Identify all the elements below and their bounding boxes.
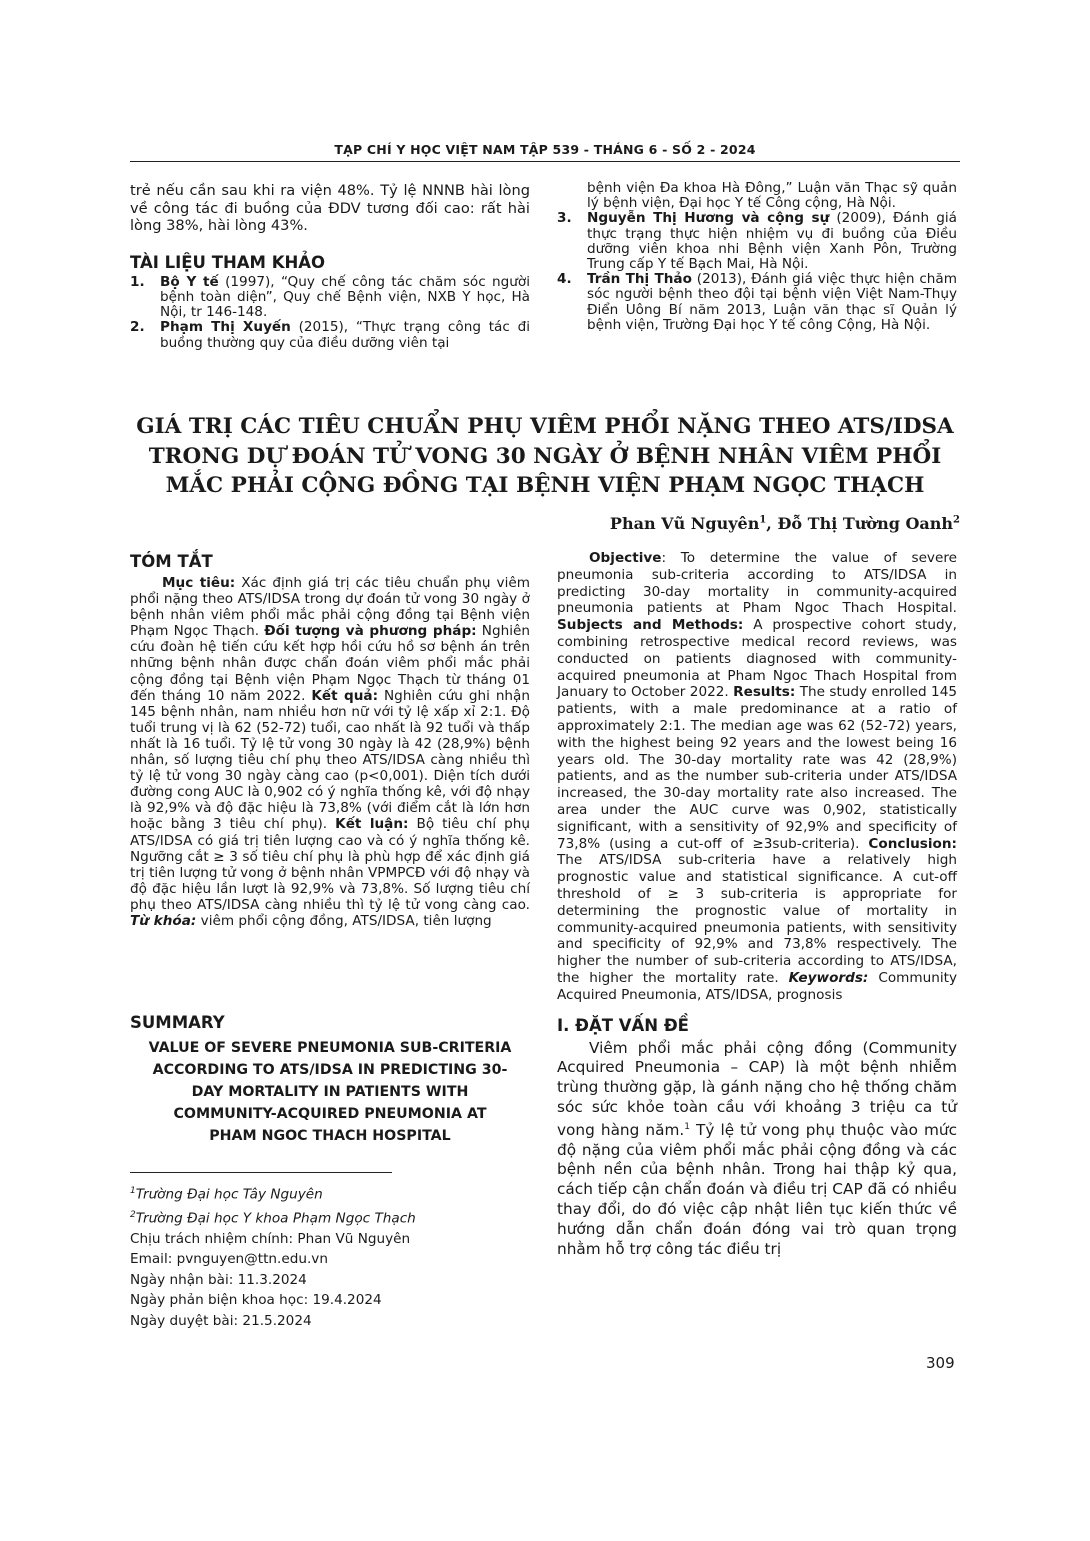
abstract-en-body — [557, 550, 957, 1004]
reference-text: bệnh viện Đa khoa Hà Đông,” Luận văn Thạc sỹ quản lý bệnh viện, Đại học Y tế Công cộng, Hà Nội. — [587, 180, 957, 212]
author-name: Phan Vũ Nguyên — [609, 514, 760, 533]
abstract-vi-heading: TÓM TẮT — [130, 552, 213, 571]
abstract-en-label-results: Results: — [733, 684, 796, 701]
reference-number: 3. — [557, 210, 572, 227]
abstract-label-keywords: Từ khóa: — [130, 912, 197, 929]
summary-title-line: PHAM NGOC THACH HOSPITAL — [209, 1128, 451, 1144]
abstract-en-label-conclusion: Conclusion: — [868, 835, 957, 852]
journal-header: TẠP CHÍ Y HỌC VIỆT NAM TẬP 539 - THÁNG 6 - SỐ 2 - 2024 — [334, 142, 756, 157]
prev-article-right-column — [557, 181, 957, 333]
abstract-en-text-keywords: Community Acquired Pneumonia, ATS/IDSA, prognosis — [557, 969, 958, 1003]
footnote-rule — [130, 1172, 392, 1173]
summary-title-line: DAY MORTALITY IN PATIENTS WITH — [191, 1084, 469, 1100]
summary-title-line: VALUE OF SEVERE PNEUMONIA SUB-CRITERIA — [148, 1040, 512, 1056]
article-title-line: MẮC PHẢI CỘNG ĐỒNG TẠI BỆNH VIỆN PHẠM NGỌC THẠCH — [165, 473, 925, 498]
abstract-text-results: Nghiên cứu ghi nhận 145 bệnh nhân, nam nhiều hơn nữ với tỷ lệ xấp xỉ 2:1. Độ tuổi trung vị là 62 (52-72) tuổi, cao nhất là 92 tuổi và thấp nhất là 16 tuổi. Tỷ lệ tử vong 30 ngày là 42 (28,9%) bệnh nhân, số lượng tiêu chí phụ theo ATS/IDSA càng nhiều thì tỷ lệ tử vong 30 ngày càng cao (p<0,001). Diện tích dưới đường cong AUC là 0,902 có ý nghĩa thống kê, với độ nhạy là 92,9% và độ đặc hiệu là 73,8% (với điểm cắt là lớn hơn hoặc bằng 3 tiêu chí phụ). — [130, 687, 530, 833]
article-title-line: GIÁ TRỊ CÁC TIÊU CHUẨN PHỤ VIÊM PHỔI NẶNG THEO ATS/IDSA — [136, 414, 954, 439]
affiliation-mark: 2 — [130, 1209, 136, 1220]
reference-item — [557, 211, 957, 272]
author-list — [610, 514, 960, 533]
corresponding-author: Chịu trách nhiệm chính: Phan Vũ Nguyên — [130, 1230, 411, 1247]
reference-number: 1. — [130, 273, 145, 290]
reference-text: (2013), Đánh giá việc thực hiện chăm sóc người bệnh theo đội tại bệnh viện Việt Nam-Thụy Điển Uông Bí năm 2013, Luận văn thạc sĩ Quản lý bệnh viện, Trường Đại học Y tế công Cộng, Hà Nội. — [587, 271, 957, 333]
reference-text: (2009), Đánh giá thực trạng thực hiện nhiệm vụ đi buồng của Điều dưỡng viên khoa nhi Bệnh viện Xanh Pôn, Trường Trung cấp Y tế Bạch Mai, Hà Nội. — [587, 210, 957, 273]
abstract-label-methods: Đối tượng và phương pháp: — [264, 623, 477, 640]
references-heading: TÀI LIỆU THAM KHẢO — [130, 252, 326, 272]
summary-block — [130, 1013, 530, 1032]
author-affiliation-mark: 2 — [953, 514, 960, 526]
affiliation-1 — [130, 1181, 416, 1205]
abstract-text-objective: Xác định giá trị các tiêu chuẩn phụ viêm phổi nặng theo ATS/IDSA trong dự đoán tử vong 30 ngày ở bệnh nhân viêm phổi mắc phải cộng đồng tại Bệnh viện Phạm Ngọc Thạch. — [130, 575, 530, 640]
reference-number: 4. — [557, 271, 572, 288]
prev-article-conclusion: trẻ nếu cần sau khi ra viện 48%. Tỷ lệ NNNB hài lòng về công tác đi buồng của ĐDV tương đối cao: rất hài lòng 38%, hài lòng 43%. — [130, 182, 530, 235]
reference-text: (2015), “Thực trạng công tác đi buồng thường quy của điều dưỡng viên tại — [160, 319, 530, 351]
affiliation-2 — [130, 1205, 416, 1229]
affiliation-text: Trường Đại học Tây Nguyên — [135, 1186, 323, 1203]
reference-author: Bộ Y tế — [160, 273, 219, 290]
abstract-vi-column — [130, 552, 530, 929]
affiliation-text: Trường Đại học Y khoa Phạm Ngọc Thạch — [135, 1210, 416, 1227]
abstract-text-conclusion: Bộ tiêu chí phụ ATS/IDSA có giá trị tiên lượng cao và có ý nghĩa thống kê. Ngưỡng cắt ≥ 3 số tiêu chí phụ là phù hợp để xác định giá trị tiên lượng tử vong ở bệnh nhân VPMPCĐ với độ nhạy và độ đặc hiệu lần lượt là 92,9% và 73,8%. Số lượng tiêu chí phụ theo ATS/IDSA càng nhiều thì tỷ lệ tử vong càng cao. — [130, 816, 531, 913]
abstract-label-conclusion: Kết luận: — [335, 816, 409, 833]
author-name: Đỗ Thị Tường Oanh — [777, 514, 954, 533]
introduction-heading: I. ĐẶT VẤN ĐỀ — [557, 1015, 689, 1035]
abstract-en-label-objective: Objective — [589, 550, 662, 566]
abstract-text-methods: Nghiên cứu đoàn hệ tiến cứu kết hợp hồi cứu hồ sơ bệnh án trên những bệnh nhân được chẩn đoán viêm phổi mắc phải cộng đồng tại Bệnh viện Phạm Ngọc Thạch từ tháng 01 đến tháng 10 năm 2022. — [130, 623, 530, 704]
summary-title-line: ACCORDING TO ATS/IDSA IN PREDICTING 30- — [152, 1062, 508, 1078]
abstract-en-label-keywords: Keywords: — [788, 969, 869, 986]
abstract-text-keywords: viêm phổi cộng đồng, ATS/IDSA, tiên lượng — [196, 912, 492, 929]
intro-text: Viêm phổi mắc phải cộng đồng (Community Acquired Pneumonia – CAP) là một bệnh nhiễm trùng thường gặp, là gánh nặng cho hệ thống chăm sóc sức khỏe toàn cầu với khoảng 3 triệu ca tử vong hàng năm. — [557, 1038, 957, 1139]
date-reviewed: Ngày phản biện khoa học: 19.4.2024 — [130, 1292, 382, 1309]
reference-item-continued — [557, 181, 957, 211]
reference-author: Nguyễn Thị Hương và cộng sự — [587, 210, 830, 227]
abstract-en-label-methods: Subjects and Methods: — [557, 617, 744, 634]
article-title-line: TRONG DỰ ĐOÁN TỬ VONG 30 NGÀY Ở BỆNH NHÂN VIÊM PHỔI — [148, 443, 942, 469]
abstract-en-text-conclusion: The ATS/IDSA sub-criteria have a relatively high prognostic value and statistical significance. A cut-off threshold of ≥ 3 sub-criteria is appropriate for determining the prognostic value of mortality in community-acquired pneumonia patients, with sensitivity and specificity of 92,9% and 73,8% respectively. The higher the number of sub-criteria according to ATS/IDSA, the higher the mortality rate. — [557, 852, 957, 986]
reference-text: (1997), “Quy chế công tác chăm sóc người bệnh toàn diện”, Quy chế Bệnh viện, NXB Y học, Hà Nội, tr 146-148. — [160, 273, 530, 321]
reference-author: Phạm Thị Xuyến — [160, 319, 291, 336]
reference-item — [130, 275, 530, 321]
abstract-vi-body — [130, 575, 530, 929]
reference-number — [557, 181, 587, 211]
date-received: Ngày nhận bài: 11.3.2024 — [130, 1271, 307, 1288]
abstract-en-text-methods: A prospective cohort study, combining retrospective medical record reviews, was conducted on patients diagnosed with community-acquired pneumonia at Pham Ngoc Thach Hospital from January to October 2022. — [557, 617, 957, 701]
references-list-left — [130, 275, 530, 351]
abstract-en-text-objective: : To determine the value of severe pneumonia sub-criteria according to ATS/IDSA in predicting 30-day mortality in community-acquired pneumonia patients at Pham Ngoc Thach Hospital. — [557, 550, 957, 617]
header-rule — [130, 161, 960, 162]
article-title — [130, 412, 960, 501]
reference-author: Trần Thị Thảo — [587, 271, 692, 288]
abstract-label-objective: Mục tiêu: — [162, 575, 236, 591]
reference-item — [130, 320, 530, 350]
introduction-paragraph — [557, 1039, 957, 1260]
prev-article-left-column — [130, 182, 530, 351]
author-separator: , — [766, 514, 778, 533]
abstract-en-text-results: The study enrolled 145 patients, with a male predominance at a ratio of approximately 2:1. The median age was 62 (52-72) years, with the highest being 92 years and the lowest being 16 years old. The 30-day mortality rate was 42 (28,9%) patients, and as the number sub-criteria under ATS/IDSA increased, the 30-day mortality rate also increased. The area under the AUC curve was 0,902, statistically significant, with a sensitivity of 92,9% and specificity of 73,8% (using a cut-off of ≥3sub-criteria). — [557, 684, 957, 852]
reference-item — [557, 272, 957, 333]
intro-text-continued: Tỷ lệ tử vong phụ thuộc vào mức độ nặng của viêm phổi mắc phải cộng đồng và các bệnh nền của bệnh nhân. Trong hai thập kỷ qua, cách tiếp cận chẩn đoán và điều trị CAP đã có nhiều thay đổi, do đó việc cập nhật liên tục kiến thức về hướng dẫn chẩn đoán đóng vai trò quan trọng nhằm hỗ trợ công tác điều trị — [557, 1120, 957, 1258]
corresponding-email: Email: pvnguyen@ttn.edu.vn — [130, 1251, 328, 1268]
summary-heading: SUMMARY — [130, 1013, 225, 1032]
abstract-en-column — [557, 550, 957, 1259]
footnotes — [130, 1181, 416, 1331]
abstract-label-results: Kết quả: — [311, 687, 379, 704]
citation-mark: 1 — [684, 1121, 690, 1132]
author-affiliation-mark: 1 — [759, 514, 767, 526]
reference-number: 2. — [130, 319, 145, 336]
date-accepted: Ngày duyệt bài: 21.5.2024 — [130, 1312, 312, 1329]
page-number: 309 — [926, 1354, 955, 1372]
affiliation-mark: 1 — [130, 1186, 136, 1196]
summary-title — [130, 1037, 530, 1147]
summary-title-line: COMMUNITY-ACQUIRED PNEUMONIA AT — [173, 1106, 487, 1122]
